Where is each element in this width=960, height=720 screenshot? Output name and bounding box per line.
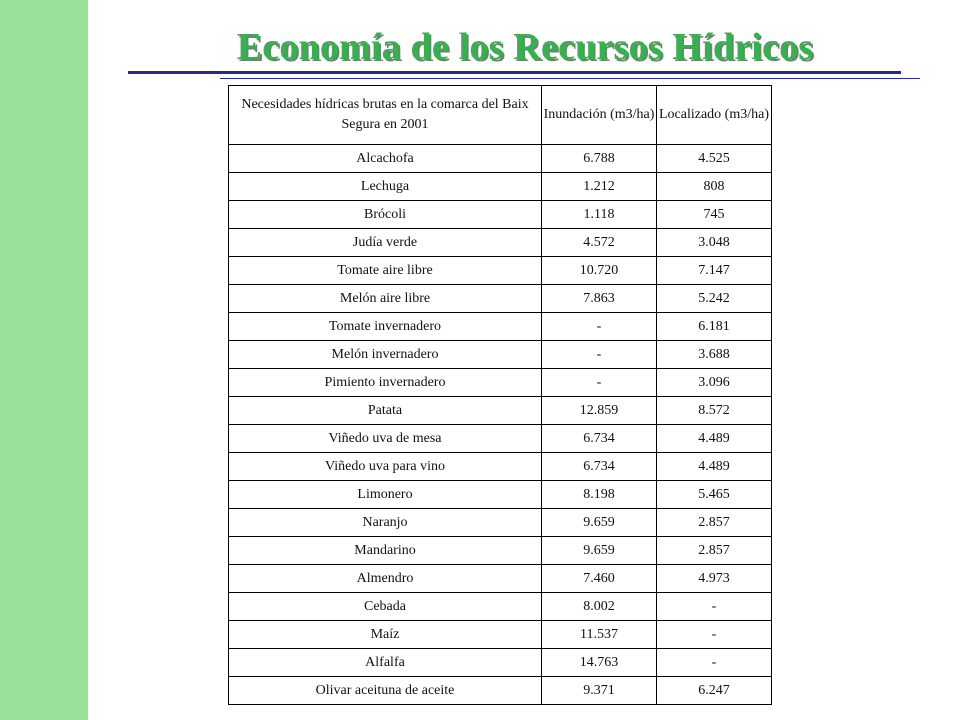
cell-crop: Lechuga <box>229 173 542 201</box>
table-row <box>229 537 772 565</box>
cell-crop: Maíz <box>229 621 542 649</box>
cell-flood: 14.763 <box>542 649 657 677</box>
table-row <box>229 481 772 509</box>
cell-flood: 7.863 <box>542 285 657 313</box>
header-flood-irrigation: Inundación (m3/ha) <box>542 86 657 145</box>
table-row <box>229 229 772 257</box>
table-row <box>229 397 772 425</box>
cell-flood: 7.460 <box>542 565 657 593</box>
cell-flood: 11.537 <box>542 621 657 649</box>
cell-crop: Tomate aire libre <box>229 257 542 285</box>
cell-localized: 8.572 <box>657 397 772 425</box>
water-needs-table <box>228 85 772 705</box>
cell-crop: Melón invernadero <box>229 341 542 369</box>
cell-localized: 4.973 <box>657 565 772 593</box>
table-row <box>229 201 772 229</box>
cell-flood: 9.659 <box>542 509 657 537</box>
cell-localized: 6.247 <box>657 677 772 705</box>
cell-crop: Viñedo uva de mesa <box>229 425 542 453</box>
cell-localized: 2.857 <box>657 509 772 537</box>
table-body <box>229 145 772 705</box>
cell-localized: 4.525 <box>657 145 772 173</box>
title-underline <box>128 71 901 74</box>
cell-localized: 6.181 <box>657 313 772 341</box>
cell-flood: 1.212 <box>542 173 657 201</box>
table-row <box>229 649 772 677</box>
cell-crop: Olivar aceituna de aceite <box>229 677 542 705</box>
cell-localized: 5.465 <box>657 481 772 509</box>
cell-crop: Limonero <box>229 481 542 509</box>
cell-localized: 2.857 <box>657 537 772 565</box>
cell-flood: 8.198 <box>542 481 657 509</box>
cell-flood: 6.734 <box>542 425 657 453</box>
cell-localized: 808 <box>657 173 772 201</box>
cell-flood: 1.118 <box>542 201 657 229</box>
table-row <box>229 257 772 285</box>
side-decoration-bar <box>0 0 88 720</box>
table-row <box>229 509 772 537</box>
cell-crop: Alfalfa <box>229 649 542 677</box>
table-row <box>229 285 772 313</box>
cell-crop: Mandarino <box>229 537 542 565</box>
cell-localized: 4.489 <box>657 425 772 453</box>
header-crop: Necesidades hídricas brutas en la comarca del Baix Segura en 2001 <box>229 86 542 145</box>
cell-crop: Melón aire libre <box>229 285 542 313</box>
cell-crop: Tomate invernadero <box>229 313 542 341</box>
table-row <box>229 425 772 453</box>
cell-flood: 10.720 <box>542 257 657 285</box>
table-row <box>229 173 772 201</box>
table-row <box>229 593 772 621</box>
cell-crop: Almendro <box>229 565 542 593</box>
cell-localized: - <box>657 621 772 649</box>
table-row <box>229 677 772 705</box>
cell-localized: 3.048 <box>657 229 772 257</box>
cell-localized: 4.489 <box>657 453 772 481</box>
cell-crop: Cebada <box>229 593 542 621</box>
title-underline-thin <box>220 78 920 79</box>
table-row <box>229 369 772 397</box>
cell-localized: 7.147 <box>657 257 772 285</box>
table-header-row <box>229 86 772 145</box>
cell-localized: 3.688 <box>657 341 772 369</box>
cell-localized: 745 <box>657 201 772 229</box>
cell-localized: - <box>657 593 772 621</box>
header-localized-irrigation: Localizado (m3/ha) <box>657 86 772 145</box>
cell-flood: 9.659 <box>542 537 657 565</box>
cell-localized: 3.096 <box>657 369 772 397</box>
cell-crop: Pimiento invernadero <box>229 369 542 397</box>
cell-flood: 9.371 <box>542 677 657 705</box>
cell-flood: 8.002 <box>542 593 657 621</box>
cell-crop: Brócoli <box>229 201 542 229</box>
cell-crop: Naranjo <box>229 509 542 537</box>
cell-flood: - <box>542 313 657 341</box>
table-row <box>229 145 772 173</box>
table-row <box>229 313 772 341</box>
table-row <box>229 453 772 481</box>
slide-title: Economía de los Recursos Hídricos <box>236 26 814 68</box>
cell-crop: Judía verde <box>229 229 542 257</box>
cell-flood: 6.788 <box>542 145 657 173</box>
cell-flood: 6.734 <box>542 453 657 481</box>
table-row <box>229 621 772 649</box>
cell-localized: 5.242 <box>657 285 772 313</box>
table-row <box>229 341 772 369</box>
cell-localized: - <box>657 649 772 677</box>
cell-flood: - <box>542 369 657 397</box>
cell-crop: Alcachofa <box>229 145 542 173</box>
cell-flood: 4.572 <box>542 229 657 257</box>
table-row <box>229 565 772 593</box>
cell-crop: Patata <box>229 397 542 425</box>
cell-flood: 12.859 <box>542 397 657 425</box>
cell-flood: - <box>542 341 657 369</box>
cell-crop: Viñedo uva para vino <box>229 453 542 481</box>
